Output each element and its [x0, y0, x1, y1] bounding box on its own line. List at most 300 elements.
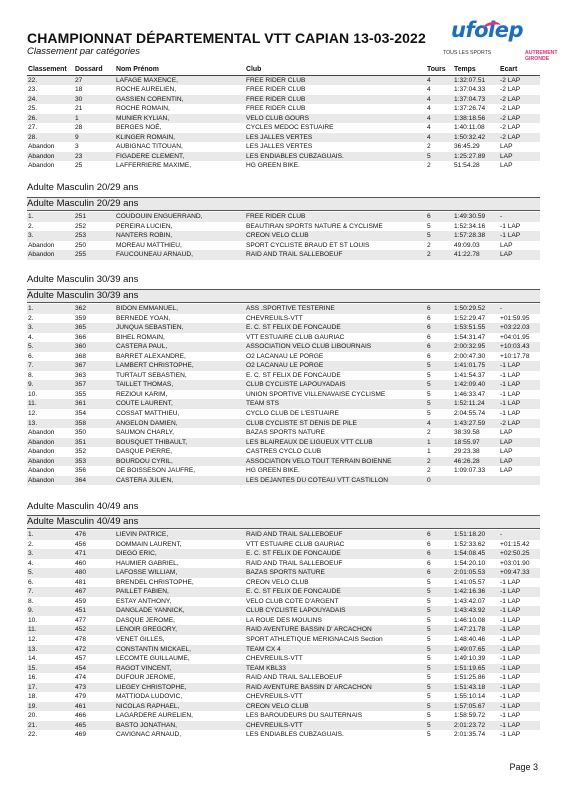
- category-bar: Adulte Masculin 20/29 ans: [27, 197, 540, 211]
- table-row: [27, 587, 540, 597]
- table-row: [27, 683, 540, 693]
- cell-club: CREON VELO CLUB: [246, 578, 309, 586]
- cell-name: LAFOSSE WILLIAM,: [115, 568, 245, 578]
- cell-gap: +02:50.25: [499, 549, 540, 559]
- cell-rank: 2.: [28, 540, 34, 548]
- cell-time: 1:37:04.73: [453, 95, 499, 105]
- cell-club: LES ENDIABLES CUBZAGUAIS.: [246, 731, 344, 739]
- cell-club: UNION SPORTIVE VILLENAVAISE CYCLISME: [246, 390, 386, 398]
- col-header-rank: Classement: [27, 65, 74, 75]
- cell-laps: 5: [427, 597, 431, 605]
- cell-club: TEAM CX 4: [245, 645, 426, 655]
- cell-time: 36:45.29: [454, 143, 480, 151]
- table-row: [27, 625, 540, 635]
- cell-bib: 353: [74, 457, 115, 467]
- cell-gap: LAP: [499, 152, 540, 162]
- cell-rank: 20.: [28, 712, 38, 720]
- cell-rank: 8.: [28, 371, 34, 379]
- cell-club: CHEVREUILS-VTT: [246, 693, 303, 701]
- cell-laps: 5: [426, 625, 453, 635]
- cell-gap: +03:22.03: [499, 323, 540, 333]
- cell-club: BAZAS SPORTS NATURE: [245, 568, 426, 578]
- cell-club: VTT ESTUAIRE CLUB GAURIAC: [246, 333, 345, 341]
- table-row: [27, 85, 540, 95]
- cell-club: SPORT ATHLETIQUE MERIGNACAIS Section: [246, 636, 383, 644]
- cell-time: 2:00:47.30: [454, 352, 486, 360]
- cell-gap: -2 LAP: [500, 124, 521, 132]
- cell-club: ASSOCIATION VELO TOUT TERRAIN BOIENNE: [245, 457, 426, 467]
- table-row: [27, 75, 540, 85]
- cell-time: 18:55.97: [453, 438, 499, 448]
- cell-bib: 352: [75, 448, 87, 456]
- col-header-time: Temps: [453, 65, 499, 75]
- table-row: [27, 380, 540, 390]
- table-row: [27, 333, 540, 343]
- cell-gap: LAP: [500, 448, 513, 456]
- cell-club: CYCLES MEDOC ESTUAIRE: [246, 124, 334, 132]
- cell-bib: 477: [75, 616, 87, 624]
- cell-laps: 5: [427, 578, 431, 586]
- cell-rank: Abandon: [27, 476, 74, 486]
- cell-club: RAID AND TRAIL SALLEBOEUF: [246, 674, 343, 682]
- cell-bib: 28: [75, 124, 83, 132]
- ufolep-logo: [443, 20, 558, 64]
- table-row: [27, 114, 540, 124]
- cell-name: BOUSQUET THIBAULT,: [115, 438, 245, 448]
- cell-name: TURTAUT SEBASTIEN,: [116, 371, 187, 379]
- cell-time: 1:52:33.62: [454, 540, 486, 548]
- cell-name: AUBIGNAC TITOUAN,: [116, 143, 183, 151]
- cell-time: 1:57:05.67: [453, 702, 499, 712]
- cell-time: 1:32:07.51: [453, 75, 499, 85]
- cell-rank: 3.: [27, 323, 74, 333]
- cell-bib: 365: [74, 323, 115, 333]
- cell-time: 51:54.28: [454, 162, 480, 170]
- cell-time: 1:50:32.42: [453, 133, 499, 143]
- table-row: [27, 438, 540, 448]
- category-heading: Adulte Masculin 20/29 ans: [27, 182, 139, 193]
- table-row: [27, 352, 540, 362]
- cell-bib: 252: [75, 222, 87, 230]
- table-row: [27, 721, 540, 731]
- col-header-gap: Ecart: [499, 65, 540, 75]
- cell-club: RAID AND TRAIL SALLEBOEUF: [246, 559, 343, 567]
- cell-gap: -1 LAP: [500, 410, 521, 418]
- cell-club: CREON VELO CLUB: [245, 231, 426, 241]
- cell-laps: 4: [427, 86, 431, 94]
- cell-club: FREE RIDER CLUB: [246, 86, 306, 94]
- cell-laps: 6: [426, 568, 453, 578]
- cell-club: SPORT CYCLISTE BRAUD ET ST LOUIS: [246, 241, 370, 249]
- table-row: [27, 123, 540, 133]
- cell-name: ESTAY ANTHONY,: [116, 597, 172, 605]
- cell-rank: 10.: [28, 390, 38, 398]
- cell-name: JUNQUA SEBASTIEN,: [115, 323, 245, 333]
- cell-time: 1:37:26.74: [454, 105, 486, 113]
- cell-laps: 5: [427, 636, 431, 644]
- table-row: [27, 161, 540, 171]
- cell-club: CLUB CYCLISTE ST DENIS DE PILE: [245, 419, 426, 429]
- cell-rank: Abandon: [28, 241, 55, 249]
- cell-rank: Abandon: [27, 457, 74, 467]
- cell-laps: 0: [426, 476, 453, 486]
- cell-laps: 5: [426, 702, 453, 712]
- cell-bib: 478: [75, 636, 87, 644]
- cell-name: ANGELON DAMIEN,: [115, 419, 245, 429]
- cell-laps: 5: [427, 222, 431, 230]
- results-table-top: [27, 65, 540, 171]
- cell-laps: 4: [426, 133, 453, 143]
- table-row: [27, 549, 540, 559]
- cell-rank: Abandon: [28, 467, 55, 475]
- cell-name: PEREIRA LUCIEN,: [116, 222, 173, 230]
- cell-gap: -2 LAP: [500, 105, 521, 113]
- cell-club: RAID AND TRAIL SALLEBOEUF: [245, 250, 426, 260]
- cell-gap: -1 LAP: [500, 222, 521, 230]
- table-row: [27, 711, 540, 721]
- cell-name: GASSIEN CORENTIN,: [115, 95, 245, 105]
- cell-club: CHEVREUILS-VTT: [246, 655, 303, 663]
- cell-bib: 361: [74, 399, 115, 409]
- cell-rank: 11.: [27, 625, 74, 635]
- cell-laps: 2: [427, 467, 431, 475]
- table-row: [27, 250, 540, 260]
- cell-time: 1:52:34.16: [454, 222, 486, 230]
- cell-name: FAUCOUNEAU ARNAUD,: [115, 250, 245, 260]
- table-row: [27, 530, 540, 540]
- cell-club: CASTRES CYCLO CLUB: [246, 448, 322, 456]
- cell-bib: 460: [75, 559, 87, 567]
- cell-time: 1:43:43.92: [453, 606, 499, 616]
- table-row: [27, 730, 540, 740]
- cell-club: VELO CLUB GOURS: [245, 114, 426, 124]
- cell-club: VTT ESTUAIRE CLUB GAURIAC: [246, 540, 345, 548]
- table-row: [27, 568, 540, 578]
- table-row: [27, 616, 540, 626]
- cell-rank: 8.: [28, 597, 34, 605]
- cell-time: 1:55:10.14: [454, 693, 486, 701]
- cell-rank: 24.: [27, 95, 74, 105]
- cell-club: CLUB CYCLISTE LAPOUYADAIS: [245, 606, 426, 616]
- table-row: [27, 152, 540, 162]
- cell-gap: -1 LAP: [499, 587, 540, 597]
- cell-laps: 6: [427, 352, 431, 360]
- cell-club: BEAUTIRAN SPORTS NATURE & CYCLISME: [246, 222, 383, 230]
- cell-gap: -1 LAP: [500, 731, 521, 739]
- cell-name: COSSAT MATTHIEU,: [116, 410, 180, 418]
- cell-bib: 21: [75, 105, 83, 113]
- cell-gap: -1 LAP: [499, 664, 540, 674]
- cell-club: E. C. ST FELIX DE FONCAUDE: [245, 587, 426, 597]
- cell-laps: 5: [426, 152, 453, 162]
- cell-laps: 6: [426, 530, 453, 540]
- cell-time: 1:38:18.56: [453, 114, 499, 124]
- cell-bib: 362: [74, 304, 115, 314]
- cell-gap: -1 LAP: [500, 655, 521, 663]
- cell-bib: 18: [75, 86, 83, 94]
- cell-name: VENET GILLES,: [116, 636, 165, 644]
- cell-time: 1:51:19.65: [453, 664, 499, 674]
- table-row: [27, 654, 540, 664]
- cell-laps: 1: [427, 448, 431, 456]
- cell-laps: 5: [426, 664, 453, 674]
- table-row: [27, 399, 540, 409]
- cell-club: TEAM STS: [245, 399, 426, 409]
- cell-gap: -1 LAP: [500, 693, 521, 701]
- cell-club: CREON VELO CLUB: [245, 702, 426, 712]
- cell-gap: +04:01.95: [500, 333, 530, 341]
- cell-rank: 3.: [27, 231, 74, 241]
- cell-club: ASSOCIATION VELO CLUB LIBOURNAIS: [245, 342, 426, 352]
- cell-gap: -2 LAP: [500, 86, 521, 94]
- cell-time: 1:37:04.33: [454, 86, 486, 94]
- cell-rank: 16.: [28, 674, 38, 682]
- cell-gap: +01:59.95: [500, 314, 530, 322]
- cell-time: 1:52:29.47: [454, 314, 486, 322]
- table-row: [27, 104, 540, 114]
- cell-time: 1:51:25.86: [454, 674, 486, 682]
- cell-club: HG GREEN BIKE.: [246, 162, 300, 170]
- cell-rank: 9.: [27, 380, 74, 390]
- cell-gap: -1 LAP: [499, 399, 540, 409]
- cell-gap: +10:17.78: [500, 352, 530, 360]
- cell-gap: -1 LAP: [499, 606, 540, 616]
- cell-name: LIEGEY CHRISTOPHE,: [115, 683, 245, 693]
- cell-laps: 4: [426, 95, 453, 105]
- table-row: [27, 540, 540, 550]
- table-row: [27, 578, 540, 588]
- cell-laps: 5: [426, 721, 453, 731]
- table-row: [27, 606, 540, 616]
- cell-bib: 457: [75, 655, 87, 663]
- category-bar: Adulte Masculin 30/39 ans: [27, 289, 540, 303]
- cell-club: LES JALLES VERTES: [245, 133, 426, 143]
- cell-bib: 9: [74, 133, 115, 143]
- cell-bib: 471: [74, 549, 115, 559]
- cell-laps: 5: [427, 371, 431, 379]
- cell-rank: 10.: [28, 616, 38, 624]
- cell-rank: 26.: [27, 114, 74, 124]
- cell-laps: 2: [427, 162, 431, 170]
- cell-time: 1:51:43.18: [453, 683, 499, 693]
- cell-bib: 363: [75, 371, 87, 379]
- cell-time: 1:42:09.40: [453, 380, 499, 390]
- cell-bib: 364: [74, 476, 115, 486]
- cell-time: 1:53:51.55: [453, 323, 499, 333]
- cell-bib: 456: [75, 540, 87, 548]
- cell-bib: 454: [74, 664, 115, 674]
- cell-time: 2:04:55.74: [454, 410, 486, 418]
- cell-laps: 2: [427, 241, 431, 249]
- cell-name: DIEGO ERIC,: [115, 549, 245, 559]
- cell-rank: Abandon: [28, 429, 55, 437]
- cell-laps: 5: [427, 731, 431, 739]
- cell-rank: 11.: [27, 399, 74, 409]
- cell-gap: LAP: [500, 241, 513, 249]
- table-row: [27, 447, 540, 457]
- cell-gap: -1 LAP: [500, 674, 521, 682]
- cell-club: HG GREEN BIKE.: [246, 467, 300, 475]
- cell-rank: 17.: [27, 683, 74, 693]
- cell-rank: 4.: [28, 333, 34, 341]
- cell-club: FREE RIDER CLUB: [245, 95, 426, 105]
- cell-name: HAUMIER GABRIEL,: [116, 559, 179, 567]
- cell-bib: 360: [74, 342, 115, 352]
- cell-laps: 5: [427, 410, 431, 418]
- table-row: [27, 419, 540, 429]
- cell-bib: 467: [74, 587, 115, 597]
- cell-rank: 19.: [27, 702, 74, 712]
- cell-gap: -: [499, 304, 540, 314]
- cell-laps: 6: [426, 549, 453, 559]
- cell-time: 1:43:42.07: [454, 597, 486, 605]
- cell-laps: 4: [427, 105, 431, 113]
- cell-gap: +09:47.33: [499, 568, 540, 578]
- cell-name: DOMMAIN LAURENT,: [116, 540, 182, 548]
- cell-gap: LAP: [499, 438, 540, 448]
- table-row: [27, 476, 540, 486]
- cell-laps: 4: [426, 114, 453, 124]
- cell-club: E. C. ST FELIX DE FONCAUDE: [245, 323, 426, 333]
- cell-laps: 2: [427, 429, 431, 437]
- cell-bib: 469: [75, 731, 87, 739]
- cell-rank: 13.: [27, 645, 74, 655]
- cell-laps: 5: [426, 587, 453, 597]
- logo-word: ufolep: [451, 18, 523, 42]
- cell-laps: 5: [426, 399, 453, 409]
- cell-club: CYCLO CLUB DE L'ESTUAIRE: [246, 410, 339, 418]
- cell-club: LES BAROUDEURS DU SAUTERNAIS: [246, 712, 363, 720]
- cell-bib: 367: [74, 361, 115, 371]
- cell-name: NANTERS ROBIN,: [115, 231, 245, 241]
- cell-rank: 7.: [27, 361, 74, 371]
- cell-club: RAID AVENTURE BASSIN D' ARCACHON: [245, 625, 426, 635]
- cell-rank: Abandon: [28, 448, 55, 456]
- cell-laps: 4: [426, 419, 453, 429]
- cell-bib: 357: [74, 380, 115, 390]
- cell-bib: 354: [75, 410, 87, 418]
- cell-club: BAZAS SPORTS NATURE: [246, 429, 325, 437]
- cell-time: 1:49:10.39: [454, 655, 486, 663]
- cell-name: DUFOUR JEROME,: [116, 674, 176, 682]
- results-table-30-39: [27, 304, 540, 485]
- cell-gap: -1 LAP: [499, 625, 540, 635]
- cell-bib: 368: [75, 352, 87, 360]
- cell-gap: -1 LAP: [500, 371, 521, 379]
- cell-name: LECOMTE GUILLAUME,: [116, 655, 190, 663]
- cell-gap: -1 LAP: [499, 380, 540, 390]
- cell-name: PAILLET FABIEN,: [115, 587, 245, 597]
- cell-rank: 27.: [28, 124, 38, 132]
- table-row: [27, 314, 540, 324]
- cell-laps: 6: [427, 333, 431, 341]
- table-row: [27, 323, 540, 333]
- cell-laps: 5: [427, 616, 431, 624]
- cell-rank: 18.: [28, 693, 38, 701]
- cell-laps: 5: [427, 712, 431, 720]
- cell-name: LENOIR GREGORY,: [115, 625, 245, 635]
- cell-laps: 6: [427, 540, 431, 548]
- cell-rank: 2.: [28, 314, 34, 322]
- cell-name: MOREAU MATTHIEU,: [116, 241, 182, 249]
- results-table-20-29: [27, 212, 540, 260]
- cell-gap: -2 LAP: [499, 419, 540, 429]
- cell-name: BERNEDE YOAN,: [116, 314, 171, 322]
- cell-time: 1:58:59.72: [454, 712, 486, 720]
- cell-time: 1:54:20.10: [454, 559, 486, 567]
- cell-gap: -1 LAP: [499, 702, 540, 712]
- cell-name: COUDOUIN ENGUERRAND,: [115, 212, 245, 222]
- col-header-bib: Dossard: [74, 65, 115, 75]
- cell-gap: -1 LAP: [499, 645, 540, 655]
- cell-laps: 5: [426, 231, 453, 241]
- col-header-laps: Tours: [426, 65, 453, 75]
- cell-club: LES ENDIABLES CUBZAGUAIS.: [245, 152, 426, 162]
- cell-club: CHEVREUILS-VTT: [245, 721, 426, 731]
- cell-time: 1:42:16.36: [453, 587, 499, 597]
- table-row: [27, 304, 540, 314]
- cell-rank: 4.: [28, 559, 34, 567]
- cell-time: 1:41:01.75: [453, 361, 499, 371]
- cell-gap: [499, 476, 540, 486]
- cell-gap: -1 LAP: [500, 390, 521, 398]
- cell-name: BOURDOU CYRIL,: [115, 457, 245, 467]
- cell-club: O2 LACANAU LE PORGE: [245, 361, 426, 371]
- cell-name: RAGOT VINCENT,: [115, 664, 245, 674]
- cell-name: BARRET ALEXANDRE,: [116, 352, 186, 360]
- cell-name: DASQUE JEROME,: [116, 616, 175, 624]
- cell-laps: 6: [426, 212, 453, 222]
- cell-club: LES DEJANTES DU COTEAU VTT CASTILLON: [245, 476, 426, 486]
- cell-rank: 5.: [27, 568, 74, 578]
- cell-time: 1:57:28.38: [453, 231, 499, 241]
- table-row: [27, 342, 540, 352]
- cell-gap: -2 LAP: [499, 95, 540, 105]
- cell-time: 1:48:40.46: [454, 636, 486, 644]
- cell-laps: 2: [426, 457, 453, 467]
- cell-laps: 5: [427, 655, 431, 663]
- cell-laps: 5: [426, 606, 453, 616]
- cell-laps: 6: [426, 323, 453, 333]
- category-heading: Adulte Masculin 40/49 ans: [27, 501, 139, 512]
- cell-time: 1:46:33.47: [454, 390, 486, 398]
- table-row: [27, 222, 540, 232]
- cell-club: FREE RIDER CLUB: [245, 75, 426, 85]
- cell-bib: 476: [74, 530, 115, 540]
- cell-club: CHEVREUILS-VTT: [246, 314, 303, 322]
- cell-rank: 13.: [27, 419, 74, 429]
- cell-laps: 2: [427, 143, 431, 151]
- cell-name: BASTO JONATHAN,: [115, 721, 245, 731]
- cell-laps: 5: [426, 683, 453, 693]
- cell-club: O2 LACANAU LE PORGE: [246, 352, 324, 360]
- cell-time: 2:01:23.72: [453, 721, 499, 731]
- cell-gap: -2 LAP: [499, 133, 540, 143]
- cell-rank: 21.: [27, 721, 74, 731]
- cell-club: LA ROUE DES MOULINS: [246, 616, 322, 624]
- table-row: [27, 409, 540, 419]
- cell-time: 1:09:07.33: [454, 467, 486, 475]
- cell-name: LAFAGE MAXENCE,: [115, 75, 245, 85]
- table-row: [27, 390, 540, 400]
- cell-club: LES JALLES VERTES: [246, 143, 313, 151]
- cell-bib: 30: [74, 95, 115, 105]
- table-row: [27, 597, 540, 607]
- cell-rank: 3.: [27, 549, 74, 559]
- cell-bib: 480: [74, 568, 115, 578]
- cell-club: ASS .SPORTIVE TESTERINE: [245, 304, 426, 314]
- cell-bib: 1: [74, 114, 115, 124]
